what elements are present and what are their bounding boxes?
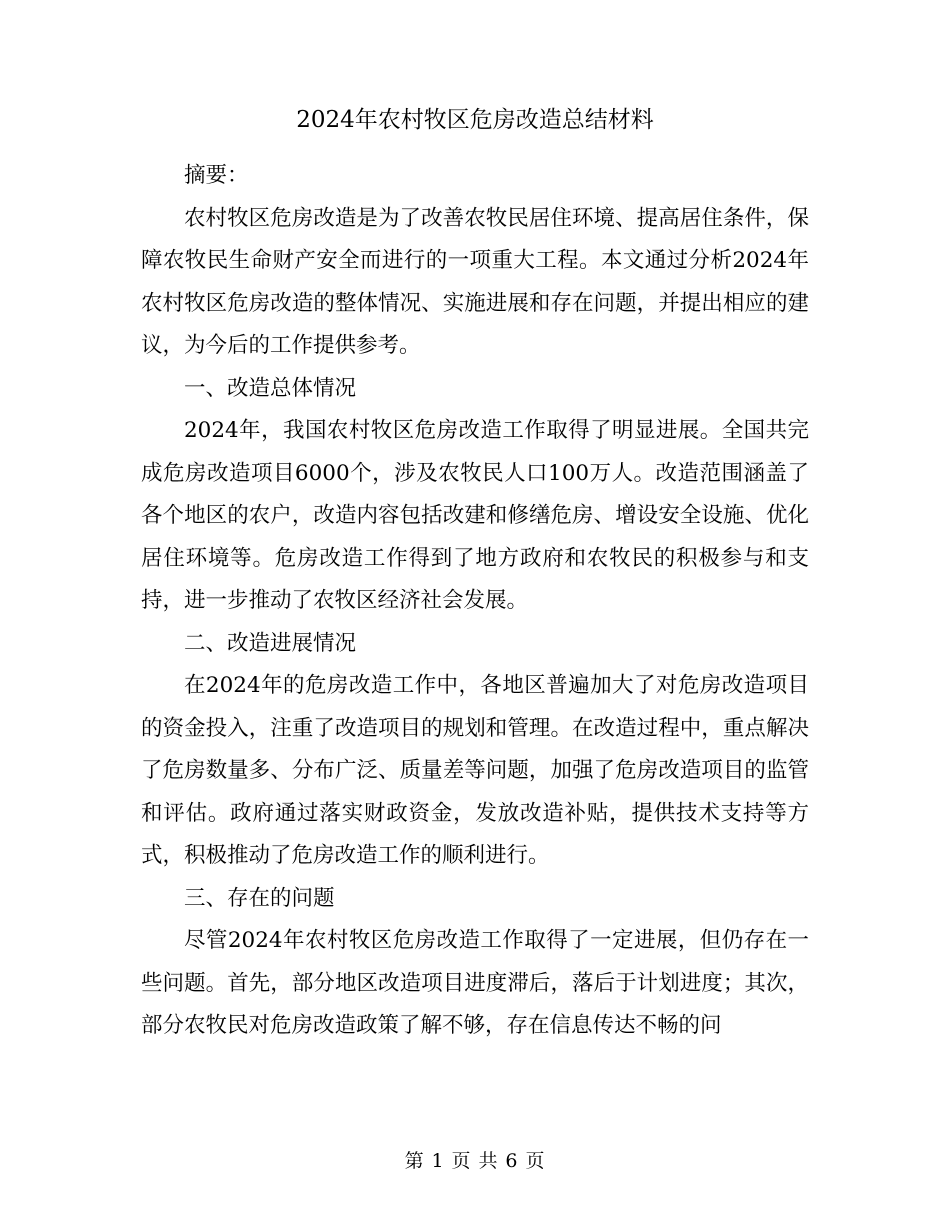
progress-paragraph: 在2024年的危房改造工作中，各地区普遍加大了对危房改造项目的资金投入，注重了改造项目的规划和管理。在改造过程中，重点解决了危房数量多、分布广泛、质量差等问题，加强了危房改造项目的监管和评估。政府通过落实财政资金，发放改造补贴，提供技术支持等方式，积极推动了危房改造工作的顺利进行。 [141, 673, 809, 868]
problems-paragraph: 尽管2024年农村牧区危房改造工作取得了一定进展，但仍存在一些问题。首先，部分地区改造项目进度滞后，落后于计划进度；其次，部分农牧民对危房改造政策了解不够，存在信息传达不畅的问 [141, 928, 809, 1038]
page-footer: 第 1 页 共 6 页 [404, 1150, 546, 1172]
section-heading-progress: 二、改造进展情况 [184, 630, 357, 656]
abstract-paragraph: 农村牧区危房改造是为了改善农牧民居住环境、提高居住条件，保障农牧民生命财产安全而进行的一项重大工程。本文通过分析2024年农村牧区危房改造的整体情况、实施进展和存在问题，并提出相应的建议，为今后的工作提供参考。 [141, 205, 809, 358]
overall-paragraph: 2024年，我国农村牧区危房改造工作取得了明显进展。全国共完成危房改造项目6000个，涉及农牧民人口100万人。改造范围涵盖了各个地区的农户，改造内容包括改建和修缮危房、增设安全设施、优化居住环境等。危房改造工作得到了地方政府和农牧民的积极参与和支持，进一步推动了农牧区经济社会发展。 [141, 418, 809, 613]
section-heading-problems: 三、存在的问题 [184, 885, 335, 911]
document-body [141, 155, 809, 1048]
section-heading-overall: 一、改造总体情况 [184, 375, 357, 401]
abstract-label: 摘要： [184, 163, 249, 188]
document-title: 2024年农村牧区危房改造总结材料 [296, 107, 654, 133]
